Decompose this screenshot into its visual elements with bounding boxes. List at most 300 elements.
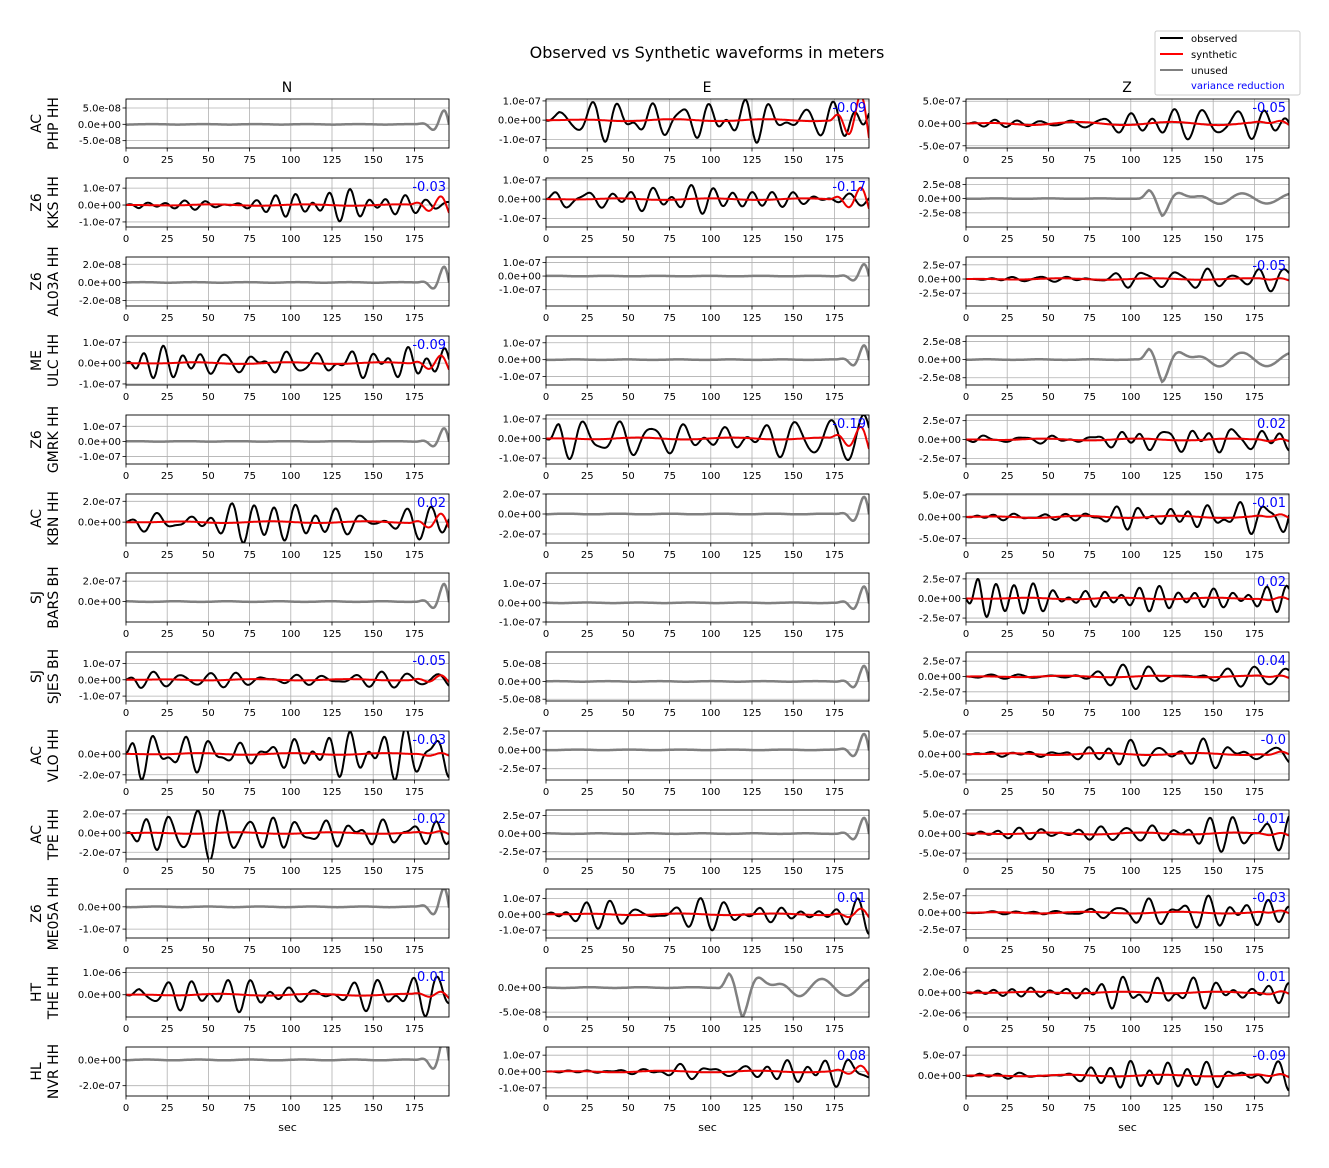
y-tick-label: 2.5e-07 [502, 726, 541, 738]
x-tick-label: 0 [962, 471, 970, 482]
unused-trace [546, 264, 869, 280]
x-tick-label: 150 [1203, 392, 1223, 403]
x-tick-label: 0 [962, 945, 970, 956]
unused-trace [546, 345, 869, 365]
x-tick-label: 0 [122, 1024, 130, 1035]
trace-group [126, 977, 449, 1017]
x-axis-label: sec [698, 1121, 717, 1134]
trace-group [126, 888, 449, 914]
x-tick-label: 175 [1244, 629, 1264, 640]
x-tick-label: 125 [1162, 1024, 1182, 1035]
variance-reduction-label: -0.05 [412, 654, 446, 669]
x-tick-label: 150 [1203, 629, 1223, 640]
x-tick-label: 50 [1042, 1103, 1055, 1114]
x-tick-label: 50 [1042, 392, 1055, 403]
x-tick-label: 75 [243, 392, 256, 403]
x-tick-label: 25 [1000, 550, 1014, 561]
x-tick-label: 50 [1042, 313, 1055, 324]
waveform-panel [78, 573, 449, 640]
trace-group [966, 109, 1289, 139]
panel-frame [546, 652, 869, 701]
x-tick-label: 25 [580, 866, 594, 877]
y-tick-label: 0.0e+00 [497, 829, 541, 841]
x-tick-label: 0 [542, 866, 550, 877]
x-tick-label: 125 [1162, 313, 1182, 324]
trace-group [126, 727, 449, 780]
x-tick-label: 175 [404, 392, 424, 403]
waveform-panel [918, 730, 1289, 799]
waveform-panel [78, 809, 449, 877]
variance-reduction-label: -0.01 [1252, 496, 1286, 511]
x-tick-label: 125 [1162, 550, 1182, 561]
x-tick-label: 150 [783, 945, 803, 956]
waveform-panel [498, 175, 869, 245]
y-tick-label: -1.0e-07 [499, 285, 541, 297]
station-net-label: HT [29, 982, 45, 1003]
unused-trace [546, 666, 869, 687]
unused-trace [966, 349, 1289, 382]
trace-group [966, 816, 1289, 852]
y-tick-label: 2.5e-07 [922, 656, 961, 668]
x-tick-label: 25 [160, 787, 174, 798]
x-tick-label: 50 [1042, 471, 1055, 482]
x-tick-label: 50 [202, 550, 215, 561]
y-tick-label: -1.0e-07 [499, 134, 541, 146]
x-tick-label: 175 [824, 629, 844, 640]
waveform-panel [918, 178, 1289, 245]
x-tick-label: 25 [580, 550, 594, 561]
x-tick-label: 175 [824, 550, 844, 561]
variance-reduction-label: -0.17 [832, 180, 866, 195]
y-tick-label: 2.0e-07 [82, 809, 121, 821]
x-tick-label: 175 [404, 945, 424, 956]
x-tick-label: 100 [1121, 392, 1141, 403]
variance-reduction-label: 0.01 [837, 891, 866, 906]
synthetic-trace [126, 196, 449, 213]
x-tick-label: 25 [1000, 1103, 1014, 1114]
y-tick-label: 0.0e+00 [917, 274, 961, 286]
y-tick-label: 0.0e+00 [917, 908, 961, 920]
waveform-panel [78, 1038, 449, 1134]
x-tick-label: 100 [1121, 155, 1141, 166]
x-tick-label: 150 [783, 629, 803, 640]
station-name-label: SJES BH [46, 648, 62, 705]
y-tick-label: 1.0e-07 [502, 175, 541, 187]
x-tick-label: 100 [701, 392, 721, 403]
y-tick-label: 5.0e-07 [922, 1050, 961, 1062]
x-tick-label: 0 [122, 629, 130, 640]
x-tick-label: 150 [1203, 1103, 1223, 1114]
y-tick-label: -5.0e-07 [919, 848, 961, 860]
y-tick-label: 0.0e+00 [77, 277, 121, 289]
y-tick-label: 1.0e-07 [502, 257, 541, 269]
y-tick-label: 0.0e+00 [917, 355, 961, 367]
x-tick-label: 25 [580, 155, 594, 166]
x-tick-label: 25 [580, 629, 594, 640]
x-tick-label: 175 [404, 629, 424, 640]
y-tick-label: -2.5e-08 [919, 373, 961, 385]
x-tick-label: 50 [622, 313, 635, 324]
x-tick-label: 125 [742, 787, 762, 798]
x-tick-label: 0 [962, 1024, 970, 1035]
panel-frame [966, 178, 1289, 227]
legend-variance-label: variance reduction [1191, 81, 1285, 92]
y-tick-label: 1.0e-07 [502, 96, 541, 108]
y-tick-label: -1.0e-07 [499, 453, 541, 465]
x-axis-label: sec [1118, 1121, 1137, 1134]
x-tick-label: 175 [404, 1103, 424, 1114]
x-tick-label: 25 [1000, 471, 1014, 482]
x-tick-label: 150 [783, 1103, 803, 1114]
x-tick-label: 75 [243, 945, 256, 956]
x-tick-label: 50 [622, 1103, 635, 1114]
y-tick-label: 1.0e-06 [82, 967, 121, 979]
x-tick-label: 0 [962, 708, 970, 719]
x-tick-label: 150 [1203, 866, 1223, 877]
waveform-panel [498, 889, 869, 956]
legend [1155, 31, 1300, 95]
station-net-label: HL [29, 1062, 45, 1081]
waveform-panel [918, 491, 1289, 561]
unused-trace [126, 888, 449, 914]
panel-frame [966, 1047, 1289, 1096]
x-tick-label: 100 [1121, 550, 1141, 561]
x-tick-label: 25 [580, 708, 594, 719]
x-tick-label: 125 [1162, 392, 1182, 403]
x-tick-label: 175 [1244, 866, 1264, 877]
x-tick-label: 50 [202, 945, 215, 956]
variance-reduction-label: 0.02 [1257, 575, 1286, 590]
x-tick-label: 150 [363, 471, 383, 482]
y-tick-label: 0.0e+00 [917, 1071, 961, 1083]
station-net-label: SJ [29, 590, 45, 605]
x-tick-label: 175 [824, 866, 844, 877]
x-tick-label: 125 [742, 471, 762, 482]
y-tick-label: -2.0e-07 [79, 770, 121, 782]
x-tick-label: 75 [1083, 1024, 1096, 1035]
y-tick-label: 0.0e+00 [497, 355, 541, 367]
x-tick-label: 125 [322, 945, 342, 956]
waveform-panel [918, 968, 1289, 1035]
x-tick-label: 150 [1203, 550, 1223, 561]
y-tick-label: -2.5e-07 [919, 687, 961, 699]
x-tick-label: 100 [701, 471, 721, 482]
x-tick-label: 75 [243, 787, 256, 798]
x-tick-label: 150 [363, 313, 383, 324]
unused-trace [546, 818, 869, 839]
y-tick-label: -1.0e-07 [79, 379, 121, 391]
x-tick-label: 50 [202, 313, 215, 324]
x-tick-label: 175 [824, 945, 844, 956]
x-tick-label: 125 [322, 629, 342, 640]
trace-group [126, 584, 449, 608]
trace-group [546, 95, 869, 143]
x-tick-label: 0 [962, 787, 970, 798]
y-tick-label: 0.0e+00 [497, 909, 541, 921]
variance-reduction-label: -0.0 [1260, 733, 1286, 748]
x-tick-label: 75 [243, 234, 256, 245]
x-tick-label: 150 [1203, 313, 1223, 324]
variance-reduction-label: -0.01 [1252, 812, 1286, 827]
station-name-label: KKS HH [46, 176, 62, 229]
trace-group [966, 190, 1289, 215]
waveform-panel [918, 889, 1289, 956]
y-tick-label: -2.0e-08 [79, 296, 121, 308]
x-tick-label: 175 [824, 313, 844, 324]
waveform-panel [78, 888, 449, 956]
y-tick-label: 5.0e-08 [82, 103, 121, 115]
x-tick-label: 0 [962, 234, 970, 245]
x-tick-label: 150 [1203, 155, 1223, 166]
x-tick-label: 150 [363, 708, 383, 719]
x-tick-label: 125 [322, 787, 342, 798]
x-tick-label: 175 [404, 155, 424, 166]
y-tick-label: 0.0e+00 [77, 597, 121, 609]
y-tick-label: -1.0e-07 [79, 691, 121, 703]
waveform-panel [78, 336, 449, 403]
x-tick-label: 25 [160, 1103, 174, 1114]
unused-trace [126, 267, 449, 289]
trace-group [546, 264, 869, 280]
y-tick-label: 1.0e-07 [82, 183, 121, 195]
x-tick-label: 125 [322, 866, 342, 877]
legend-observed-label: observed [1191, 34, 1238, 45]
x-tick-label: 50 [622, 866, 635, 877]
x-tick-label: 50 [202, 234, 215, 245]
y-tick-label: 2.5e-07 [922, 260, 961, 272]
x-tick-label: 125 [322, 471, 342, 482]
panel-frame [126, 889, 449, 938]
x-tick-label: 125 [742, 392, 762, 403]
panel-frame [546, 968, 869, 1017]
y-tick-label: -2.5e-07 [499, 847, 541, 859]
x-tick-label: 100 [1121, 708, 1141, 719]
waveform-panel [498, 810, 869, 877]
y-tick-label: 0.0e+00 [497, 194, 541, 206]
waveform-panel [78, 968, 449, 1035]
x-tick-label: 75 [1083, 313, 1096, 324]
column-header-e: E [702, 80, 712, 96]
y-tick-label: 1.0e-07 [502, 414, 541, 426]
x-tick-label: 100 [281, 1103, 301, 1114]
waveform-panel [918, 415, 1289, 482]
station-net-label: Z6 [29, 904, 45, 923]
y-tick-label: 0.0e+00 [917, 435, 961, 446]
station-name-label: AL03A HH [46, 246, 62, 317]
x-tick-label: 50 [202, 708, 215, 719]
variance-reduction-label: 0.01 [1257, 970, 1286, 985]
x-tick-label: 100 [281, 313, 301, 324]
x-tick-label: 75 [1083, 155, 1096, 166]
unused-trace [126, 1038, 449, 1069]
x-tick-label: 0 [542, 392, 550, 403]
trace-group [126, 111, 449, 130]
x-tick-label: 175 [1244, 234, 1264, 245]
x-tick-label: 125 [1162, 787, 1182, 798]
x-tick-label: 75 [1083, 550, 1096, 561]
x-tick-label: 25 [580, 1103, 594, 1114]
trace-group [966, 349, 1289, 382]
y-tick-label: 0.0e+00 [917, 512, 961, 524]
y-tick-label: 2.0e-07 [82, 496, 121, 508]
x-tick-label: 25 [1000, 392, 1014, 403]
unused-trace [546, 587, 869, 609]
variance-reduction-label: -0.03 [1252, 891, 1286, 906]
x-tick-label: 25 [580, 945, 594, 956]
x-tick-label: 125 [322, 313, 342, 324]
x-tick-label: 100 [1121, 313, 1141, 324]
y-tick-label: 1.0e-07 [502, 893, 541, 905]
x-tick-label: 0 [542, 1103, 550, 1114]
station-net-label: Z6 [29, 193, 45, 212]
x-tick-label: 125 [1162, 234, 1182, 245]
x-tick-label: 125 [742, 234, 762, 245]
y-tick-label: 5.0e-07 [922, 729, 961, 741]
y-tick-label: -1.0e-07 [499, 617, 541, 629]
x-tick-label: 100 [1121, 629, 1141, 640]
y-tick-label: -5.0e-08 [499, 1007, 541, 1019]
variance-reduction-label: -0.09 [412, 338, 446, 353]
x-tick-label: 75 [663, 945, 676, 956]
x-tick-label: 25 [160, 313, 174, 324]
x-tick-label: 150 [363, 1103, 383, 1114]
x-tick-label: 0 [962, 392, 970, 403]
x-tick-label: 50 [622, 392, 635, 403]
legend-unused-label: unused [1191, 66, 1228, 77]
waveform-panel [78, 652, 449, 719]
y-tick-label: 0.0e+00 [917, 593, 961, 605]
unused-trace [546, 497, 869, 521]
x-tick-label: 0 [542, 629, 550, 640]
y-tick-label: 2.0e-07 [82, 576, 121, 588]
y-tick-label: 5.0e-07 [922, 490, 961, 502]
trace-group [546, 974, 869, 1017]
y-tick-label: 2.0e-08 [82, 259, 121, 271]
y-tick-label: 1.0e-07 [502, 338, 541, 350]
x-tick-label: 100 [1121, 234, 1141, 245]
x-tick-label: 75 [663, 313, 676, 324]
x-tick-label: 75 [1083, 1103, 1096, 1114]
observed-trace [126, 977, 449, 1017]
x-tick-label: 175 [1244, 392, 1264, 403]
x-tick-label: 125 [322, 708, 342, 719]
y-tick-label: 1.0e-07 [82, 658, 121, 670]
x-tick-label: 150 [1203, 787, 1223, 798]
x-tick-label: 50 [1042, 787, 1055, 798]
waveform-panel [918, 652, 1289, 719]
x-tick-label: 75 [243, 471, 256, 482]
x-tick-label: 150 [783, 708, 803, 719]
x-tick-label: 150 [783, 1024, 803, 1035]
x-tick-label: 175 [404, 313, 424, 324]
waveform-panel [498, 1047, 869, 1134]
x-tick-label: 100 [701, 787, 721, 798]
x-tick-label: 100 [701, 550, 721, 561]
y-tick-label: 0.0e+00 [77, 990, 121, 1002]
x-tick-label: 175 [404, 471, 424, 482]
x-tick-label: 25 [1000, 945, 1014, 956]
x-tick-label: 100 [1121, 1024, 1141, 1035]
synthetic-trace [966, 833, 1289, 836]
panel-frame [126, 573, 449, 622]
x-tick-label: 175 [404, 866, 424, 877]
x-tick-label: 50 [622, 708, 635, 719]
x-tick-label: 50 [622, 550, 635, 561]
y-tick-label: -2.5e-07 [919, 613, 961, 625]
x-tick-label: 0 [962, 1103, 970, 1114]
y-tick-label: 2.0e-07 [502, 489, 541, 501]
x-tick-label: 50 [1042, 708, 1055, 719]
waveform-panel [498, 95, 869, 166]
panel-frame [546, 573, 869, 622]
x-tick-label: 75 [1083, 471, 1096, 482]
x-tick-label: 150 [1203, 471, 1223, 482]
x-tick-label: 175 [1244, 313, 1264, 324]
x-tick-label: 100 [701, 945, 721, 956]
waveform-panel [918, 809, 1289, 877]
variance-reduction-label: -0.03 [412, 180, 446, 195]
x-tick-label: 25 [160, 234, 174, 245]
y-tick-label: 0.0e+00 [497, 745, 541, 757]
y-tick-label: 0.0e+00 [497, 271, 541, 283]
trace-group [966, 429, 1289, 452]
variance-reduction-label: -0.05 [1252, 101, 1286, 116]
x-tick-label: 175 [404, 234, 424, 245]
x-tick-label: 150 [363, 1024, 383, 1035]
synthetic-trace [966, 597, 1289, 600]
x-tick-label: 100 [701, 1103, 721, 1114]
x-tick-label: 75 [663, 787, 676, 798]
x-tick-label: 100 [281, 234, 301, 245]
x-tick-label: 150 [363, 629, 383, 640]
y-tick-label: 0.0e+00 [77, 828, 121, 840]
x-tick-label: 175 [824, 155, 844, 166]
unused-trace [126, 584, 449, 608]
x-tick-label: 75 [243, 155, 256, 166]
x-tick-label: 125 [322, 234, 342, 245]
station-net-label: AC [29, 824, 45, 845]
x-tick-label: 75 [1083, 945, 1096, 956]
x-tick-label: 150 [363, 392, 383, 403]
x-tick-label: 0 [542, 471, 550, 482]
trace-group [546, 666, 869, 687]
y-tick-label: -2.0e-07 [79, 1081, 121, 1093]
y-tick-label: 0.0e+00 [77, 517, 121, 529]
x-tick-label: 100 [1121, 471, 1141, 482]
y-tick-label: 2.5e-07 [922, 891, 961, 903]
x-tick-label: 75 [663, 866, 676, 877]
x-tick-label: 0 [122, 708, 130, 719]
x-tick-label: 100 [701, 629, 721, 640]
x-tick-label: 25 [580, 392, 594, 403]
y-tick-label: -1.0e-07 [79, 217, 121, 229]
x-tick-label: 50 [1042, 945, 1055, 956]
station-name-label: PHP HH [46, 97, 62, 150]
y-tick-label: -2.0e-07 [499, 529, 541, 541]
y-tick-label: 0.0e+00 [77, 119, 121, 131]
x-tick-label: 25 [160, 550, 174, 561]
x-tick-label: 175 [1244, 1103, 1264, 1114]
x-tick-label: 125 [1162, 866, 1182, 877]
x-tick-label: 0 [542, 708, 550, 719]
trace-group [126, 428, 449, 446]
x-tick-label: 75 [243, 550, 256, 561]
x-tick-label: 175 [824, 234, 844, 245]
x-tick-label: 0 [122, 550, 130, 561]
variance-reduction-label: -0.09 [1252, 1049, 1286, 1064]
x-tick-label: 125 [742, 1103, 762, 1114]
station-name-label: NVR HH [46, 1043, 62, 1100]
